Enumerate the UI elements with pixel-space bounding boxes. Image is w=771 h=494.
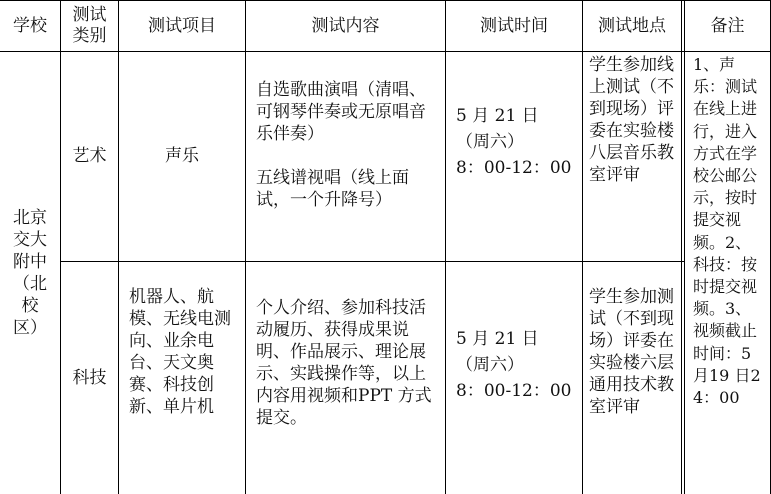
row-art-time bbox=[446, 103, 582, 181]
row-divider bbox=[60, 261, 684, 262]
header-time: 测试时间 bbox=[480, 15, 548, 36]
notes-cell bbox=[685, 54, 770, 409]
header-notes: 备注 bbox=[710, 15, 745, 36]
col-divider-6 bbox=[681, 0, 682, 494]
row-art-content bbox=[246, 79, 445, 261]
school-name: 北京交大附中（北校区） bbox=[13, 208, 47, 338]
col-divider-4 bbox=[445, 0, 446, 494]
row-tech-content: 个人介绍、参加科技活动履历、获得成果说明、作品展示、理论展示、实践操作等，以上内容用视频和PPT 方式提交。 bbox=[256, 298, 432, 428]
header-location: 测试地点 bbox=[598, 15, 666, 36]
header-content: 测试内容 bbox=[311, 15, 380, 36]
row-tech-time bbox=[446, 326, 582, 404]
header-school: 学校 bbox=[13, 15, 47, 36]
row-art-time-hours: 8：00-12：00 bbox=[456, 158, 572, 178]
row-art-time-date: 5 月 21 日 bbox=[456, 106, 539, 126]
row-tech-location: 学生参加测试（不到现场）评委在实验楼六层通用技术教室评审 bbox=[589, 287, 674, 417]
row-tech-time-weekday: （周六） bbox=[456, 355, 524, 375]
row-art-content-p1: 自选歌曲演唱（清唱、可钢琴伴奏或无原唱音乐伴奏） bbox=[256, 80, 426, 144]
row-art-content-p2: 五线谱视唱（线上面试，一个升降号） bbox=[256, 168, 409, 210]
notes-text: 1、声乐：测试在线上进行，进入方式在学校公邮公示，按时提交视频。2、科技：按时提交视频。3、视频截止时间：5 月19 日24：00 bbox=[693, 55, 761, 408]
header-category bbox=[61, 1, 118, 51]
header-item: 测试项目 bbox=[148, 15, 216, 36]
row-art-category: 艺术 bbox=[72, 146, 107, 166]
school-name-cell bbox=[0, 52, 60, 494]
row-tech-item: 机器人、航模、无线电测向、业余电台、天文奥赛、科技创新、单片机 bbox=[129, 287, 231, 417]
row-art-item: 声乐 bbox=[165, 146, 199, 166]
row-tech-time-date: 5 月 21 日 bbox=[456, 329, 539, 349]
row-art-location: 学生参加线上测试（不到现场）评委在实验楼八层音乐教室评审 bbox=[589, 55, 674, 185]
header-category-line1: 测试 bbox=[72, 5, 107, 25]
header-category-line2: 类别 bbox=[72, 26, 107, 46]
row-tech-time-hours: 8：00-12：00 bbox=[456, 381, 572, 401]
row-art-time-weekday: （周六） bbox=[456, 132, 524, 152]
row-tech-category: 科技 bbox=[72, 367, 107, 388]
